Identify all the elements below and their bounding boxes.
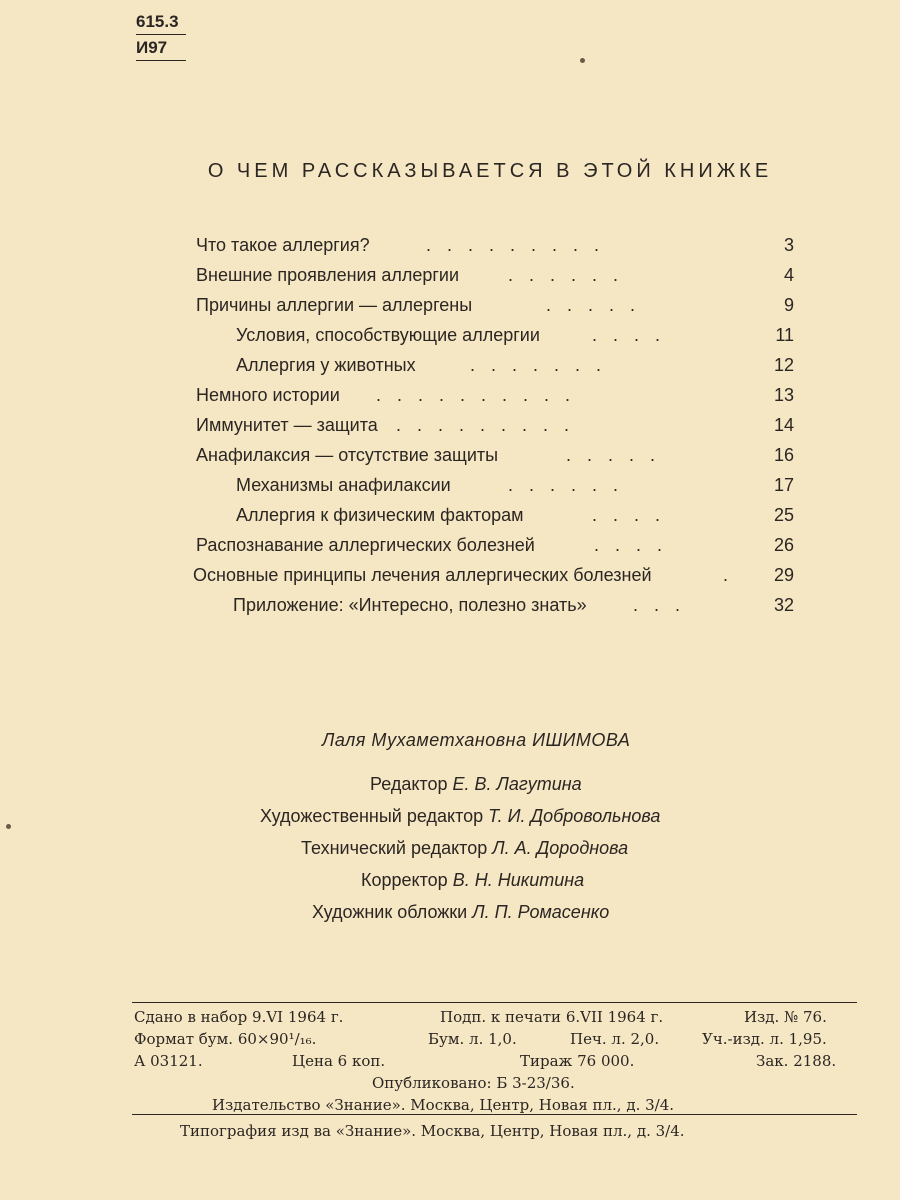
toc-entry — [236, 320, 794, 350]
toc-entry-page: 13 — [773, 385, 794, 405]
imprint-pech: Печ. л. 2,0. — [570, 1030, 660, 1048]
toc-entry-page: 9 — [783, 295, 794, 315]
leader-dots: . — [723, 565, 745, 585]
leader-dots: .... — [592, 505, 677, 525]
leader-dots: ...... — [508, 475, 635, 495]
leader-dots: ...... — [508, 265, 635, 285]
toc-entry — [196, 530, 794, 560]
toc-entry-label: Условия, способствующие аллергии — [236, 325, 540, 345]
toc-entry — [196, 440, 794, 470]
credit-editor — [370, 774, 582, 795]
credit-person: Т. И. Добровольнова — [488, 806, 661, 826]
toc-entry — [196, 410, 794, 440]
credit-cover-artist — [312, 902, 609, 923]
toc-entry — [196, 260, 794, 290]
toc-entry-label: Иммунитет — защита — [196, 415, 378, 435]
toc-entry — [193, 560, 794, 590]
leader-dots: ..... — [566, 445, 672, 465]
credit-role: Корректор — [361, 870, 448, 890]
toc-entry-label: Аллергия у животных — [236, 355, 416, 375]
imprint-run: Тираж 76 000. — [520, 1052, 635, 1070]
toc-entry — [233, 590, 794, 620]
imprint-izd: Изд. № 76. — [744, 1008, 827, 1026]
toc-entry-label: Аллергия к физическим факторам — [236, 505, 524, 525]
credit-proofreader — [361, 870, 584, 891]
toc-entry-page: 11 — [775, 325, 794, 345]
toc-entry-label: Немного истории — [196, 385, 340, 405]
classification-mark — [136, 12, 186, 61]
imprint-code: А 03121. — [134, 1052, 203, 1070]
credit-person: Е. В. Лагутина — [452, 774, 582, 794]
imprint-publisher: Издательство «Знание». Москва, Центр, Новая пл., д. 3/4. — [212, 1096, 675, 1114]
credit-role: Редактор — [370, 774, 448, 794]
toc-entry — [196, 290, 794, 320]
credit-person: Л. П. Ромасенко — [472, 902, 610, 922]
credit-person: Л. А. Дороднова — [492, 838, 629, 858]
leader-dots: ....... — [470, 355, 618, 375]
leader-dots: ..... — [546, 295, 652, 315]
credit-art-editor — [260, 806, 660, 827]
toc-title: О ЧЕМ РАССКАЗЫВАЕТСЯ В ЭТОЙ КНИЖКЕ — [207, 160, 773, 182]
paper-speck — [6, 824, 11, 829]
author-name: Лаля Мухаметхановна ИШИМОВА — [322, 730, 631, 750]
toc-entry-label: Причины аллергии — аллергены — [196, 295, 473, 315]
toc-entry-page: 14 — [773, 415, 794, 435]
toc-entry-page: 32 — [773, 595, 794, 615]
credit-role: Художник обложки — [312, 902, 468, 922]
leader-dots: .... — [594, 535, 679, 555]
leader-dots: ......... — [396, 415, 586, 435]
leader-dots: .......... — [376, 385, 587, 405]
leader-dots: ... — [633, 595, 697, 615]
credit-tech-editor — [301, 838, 628, 859]
toc-entry-label: Внешние проявления аллергии — [196, 265, 460, 285]
toc-entry — [236, 500, 794, 530]
toc-entry-label: Основные принципы лечения аллергических болезней — [193, 565, 652, 585]
imprint-bum: Бум. л. 1,0. — [428, 1030, 517, 1048]
toc-entry — [236, 350, 794, 380]
imprint-printer: Типография изд ва «Знание». Москва, Центр, Новая пл., д. 3/4. — [180, 1122, 685, 1140]
leader-dots: ......... — [426, 235, 616, 255]
toc-entry-label: Механизмы анафилаксии — [236, 475, 451, 495]
toc-entry-page: 26 — [773, 535, 794, 555]
imprint-uch: Уч.-изд. л. 1,95. — [702, 1030, 827, 1048]
imprint-top-rule — [132, 1002, 857, 1003]
toc-entry-label: Приложение: «Интересно, полезно знать» — [233, 595, 587, 615]
udk-code: 615.3 — [136, 12, 186, 35]
toc-entry-page: 25 — [773, 505, 794, 525]
imprint-format: Формат бум. 60×90¹/₁₆. — [134, 1030, 317, 1048]
imprint-bottom-rule — [132, 1114, 857, 1115]
leader-dots: .... — [592, 325, 677, 345]
toc-entry-page: 17 — [773, 475, 794, 495]
imprint-published: Опубликовано: Б 3-23/36. — [372, 1074, 575, 1092]
toc-entry-label: Анафилаксия — отсутствие защиты — [196, 445, 499, 465]
paper-speck — [580, 58, 585, 63]
credit-role: Технический редактор — [301, 838, 488, 858]
credit-person: В. Н. Никитина — [452, 870, 585, 890]
toc-entry-page: 12 — [773, 355, 794, 375]
imprint-signed: Подп. к печати 6.VII 1964 г. — [440, 1008, 664, 1026]
credit-role: Художественный редактор — [260, 806, 484, 826]
toc-entry-page: 3 — [783, 235, 794, 255]
toc-entry — [196, 230, 794, 260]
toc-entry — [236, 470, 794, 500]
toc-entry-label: Что такое аллергия? — [196, 235, 370, 255]
imprint-submitted: Сдано в набор 9.VI 1964 г. — [134, 1008, 344, 1026]
toc-entry — [196, 380, 794, 410]
imprint-price: Цена 6 коп. — [292, 1052, 386, 1070]
imprint-order: Зак. 2188. — [756, 1052, 837, 1070]
author-mark: И97 — [136, 38, 186, 61]
toc-entry-label: Распознавание аллергических болезней — [196, 535, 535, 555]
toc-entry-page: 29 — [773, 565, 794, 585]
toc-entry-page: 4 — [783, 265, 794, 285]
toc-entry-page: 16 — [773, 445, 794, 465]
